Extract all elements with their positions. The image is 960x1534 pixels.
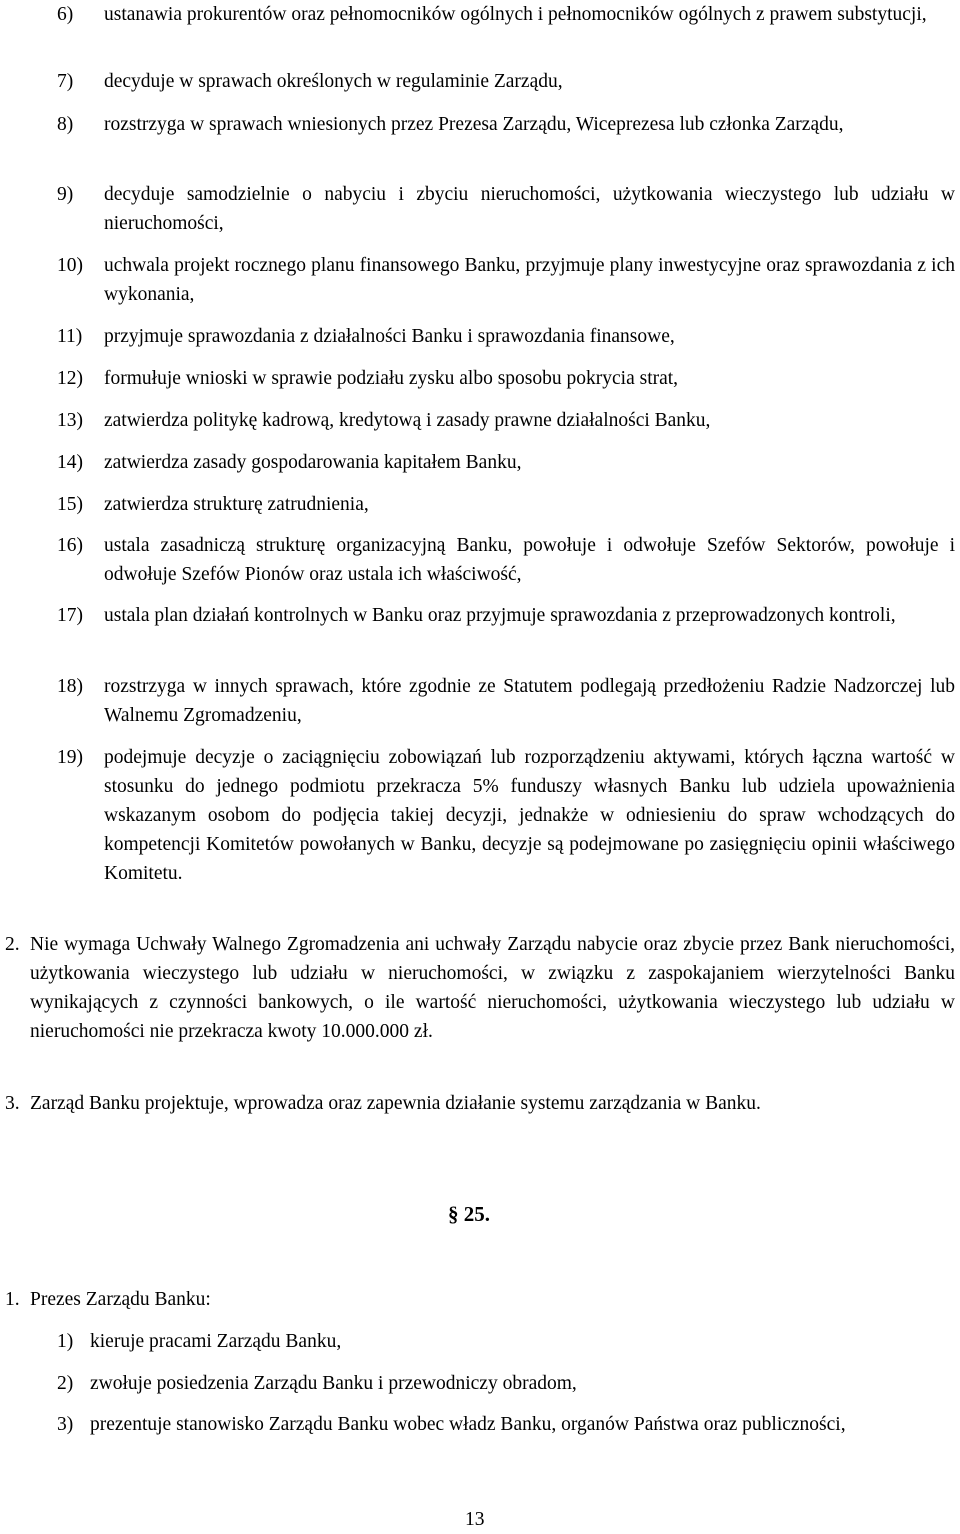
list-item-number: 15) — [57, 494, 83, 515]
section-heading: § 25. — [448, 1202, 490, 1226]
list-item-number: 7) — [57, 71, 74, 92]
list-item-11 — [57, 322, 955, 351]
list-item-text: rozstrzyga w innych sprawach, które zgodnie ze Statutem podlegają przedłożeniu Radzie Nadzorczej lub Walnemu Zgromadzeniu, — [104, 676, 955, 726]
paragraph-text: Nie wymaga Uchwały Walnego Zgromadzenia ani uchwały Zarządu nabycie oraz zbycie przez Bank nieruchomości, użytkowania wieczystego lub udziału w nieruchomości, w związku z zaspokajaniem wierzytelności Banku wynikających z czynności bankowych, o ile wartość nieruchomości, użytkowania wieczystego lub udziału w nieruchomości nie przekracza kwoty 10.000.000 zł. — [30, 934, 955, 1042]
section-item-2 — [57, 1369, 955, 1398]
list-item-9 — [57, 180, 955, 238]
list-item-text: rozstrzyga w sprawach wniesionych przez Prezesa Zarządu, Wiceprezesa lub członka Zarządu, — [104, 114, 844, 135]
list-item-text: zatwierdza politykę kadrową, kredytową i zasady prawne działalności Banku, — [104, 410, 711, 431]
list-item-text: prezentuje stanowisko Zarządu Banku wobec władz Banku, organów Państwa oraz publiczności, — [90, 1414, 846, 1435]
paragraph-text: Zarząd Banku projektuje, wprowadza oraz zapewnia działanie systemu zarządzania w Banku. — [30, 1093, 761, 1114]
section-intro — [5, 1285, 955, 1314]
list-item-6 — [57, 0, 955, 29]
list-item-text: ustanawia prokurentów oraz pełnomocników ogólnych i pełnomocników ogólnych z prawem substytucji, — [104, 4, 927, 25]
list-item-16 — [57, 531, 955, 589]
section-item-1 — [57, 1327, 955, 1356]
list-item-12 — [57, 364, 955, 393]
list-item-text: zatwierdza strukturę zatrudnienia, — [104, 494, 369, 515]
page-number: 13 — [465, 1509, 485, 1530]
list-item-8 — [57, 110, 955, 139]
list-item-text: przyjmuje sprawozdania z działalności Banku i sprawozdania finansowe, — [104, 326, 675, 347]
list-item-text: kieruje pracami Zarządu Banku, — [90, 1331, 342, 1352]
list-item-number: 18) — [57, 676, 83, 697]
paragraph-number: 2. — [5, 934, 20, 955]
list-item-number: 1) — [57, 1331, 74, 1352]
list-item-number: 3) — [57, 1414, 74, 1435]
list-item-15 — [57, 490, 955, 519]
list-item-17 — [57, 601, 955, 630]
paragraph-2 — [5, 930, 955, 1046]
paragraph-number: 1. — [5, 1289, 20, 1310]
list-item-number: 11) — [57, 326, 83, 347]
list-item-text: decyduje w sprawach określonych w regulaminie Zarządu, — [104, 71, 563, 92]
list-item-number: 8) — [57, 114, 74, 135]
list-item-text: zwołuje posiedzenia Zarządu Banku i przewodniczy obradom, — [90, 1373, 577, 1394]
list-item-number: 13) — [57, 410, 83, 431]
paragraph-number: 3. — [5, 1093, 20, 1114]
section-item-3 — [57, 1410, 955, 1439]
list-item-number: 6) — [57, 4, 74, 25]
list-item-number: 16) — [57, 535, 83, 556]
list-item-18 — [57, 672, 955, 730]
list-item-7 — [57, 67, 955, 96]
list-item-14 — [57, 448, 955, 477]
list-item-text: podejmuje decyzje o zaciągnięciu zobowiązań lub rozporządzeniu aktywami, których łączna wartość w stosunku do jednego podmiotu przekracza 5% funduszy własnych Banku lub udziela upoważnienia wskazanym osobom do podjęcia takiej decyzji, jednakże w odniesieniu do spraw wchodzących do kompetencji Komitetów powołanych w Banku, decyzje są podejmowane po zasięgnięciu opinii właściwego Komitetu. — [104, 747, 955, 884]
list-item-text: decyduje samodzielnie o nabyciu i zbyciu nieruchomości, użytkowania wieczystego lub udziału w nieruchomości, — [104, 184, 955, 234]
list-item-number: 19) — [57, 747, 83, 768]
list-item-text: ustala zasadniczą strukturę organizacyjną Banku, powołuje i odwołuje Szefów Sektorów, powołuje i odwołuje Szefów Pionów oraz ustala ich właściwość, — [104, 535, 955, 585]
list-item-text: formułuje wnioski w sprawie podziału zysku albo sposobu pokrycia strat, — [104, 368, 679, 389]
list-item-19 — [57, 743, 955, 888]
list-item-text: ustala plan działań kontrolnych w Banku oraz przyjmuje sprawozdania z przeprowadzonych kontroli, — [104, 605, 896, 626]
list-item-number: 17) — [57, 605, 83, 626]
list-item-number: 9) — [57, 184, 74, 205]
list-item-number: 14) — [57, 452, 83, 473]
list-item-13 — [57, 406, 955, 435]
list-item-number: 2) — [57, 1373, 74, 1394]
paragraph-text: Prezes Zarządu Banku: — [30, 1289, 211, 1310]
list-item-text: uchwala projekt rocznego planu finansowego Banku, przyjmuje plany inwestycyjne oraz sprawozdania z ich wykonania, — [104, 255, 955, 305]
list-item-10 — [57, 251, 955, 309]
list-item-text: zatwierdza zasady gospodarowania kapitałem Banku, — [104, 452, 522, 473]
list-item-number: 12) — [57, 368, 83, 389]
paragraph-3 — [5, 1089, 955, 1118]
list-item-number: 10) — [57, 255, 83, 276]
